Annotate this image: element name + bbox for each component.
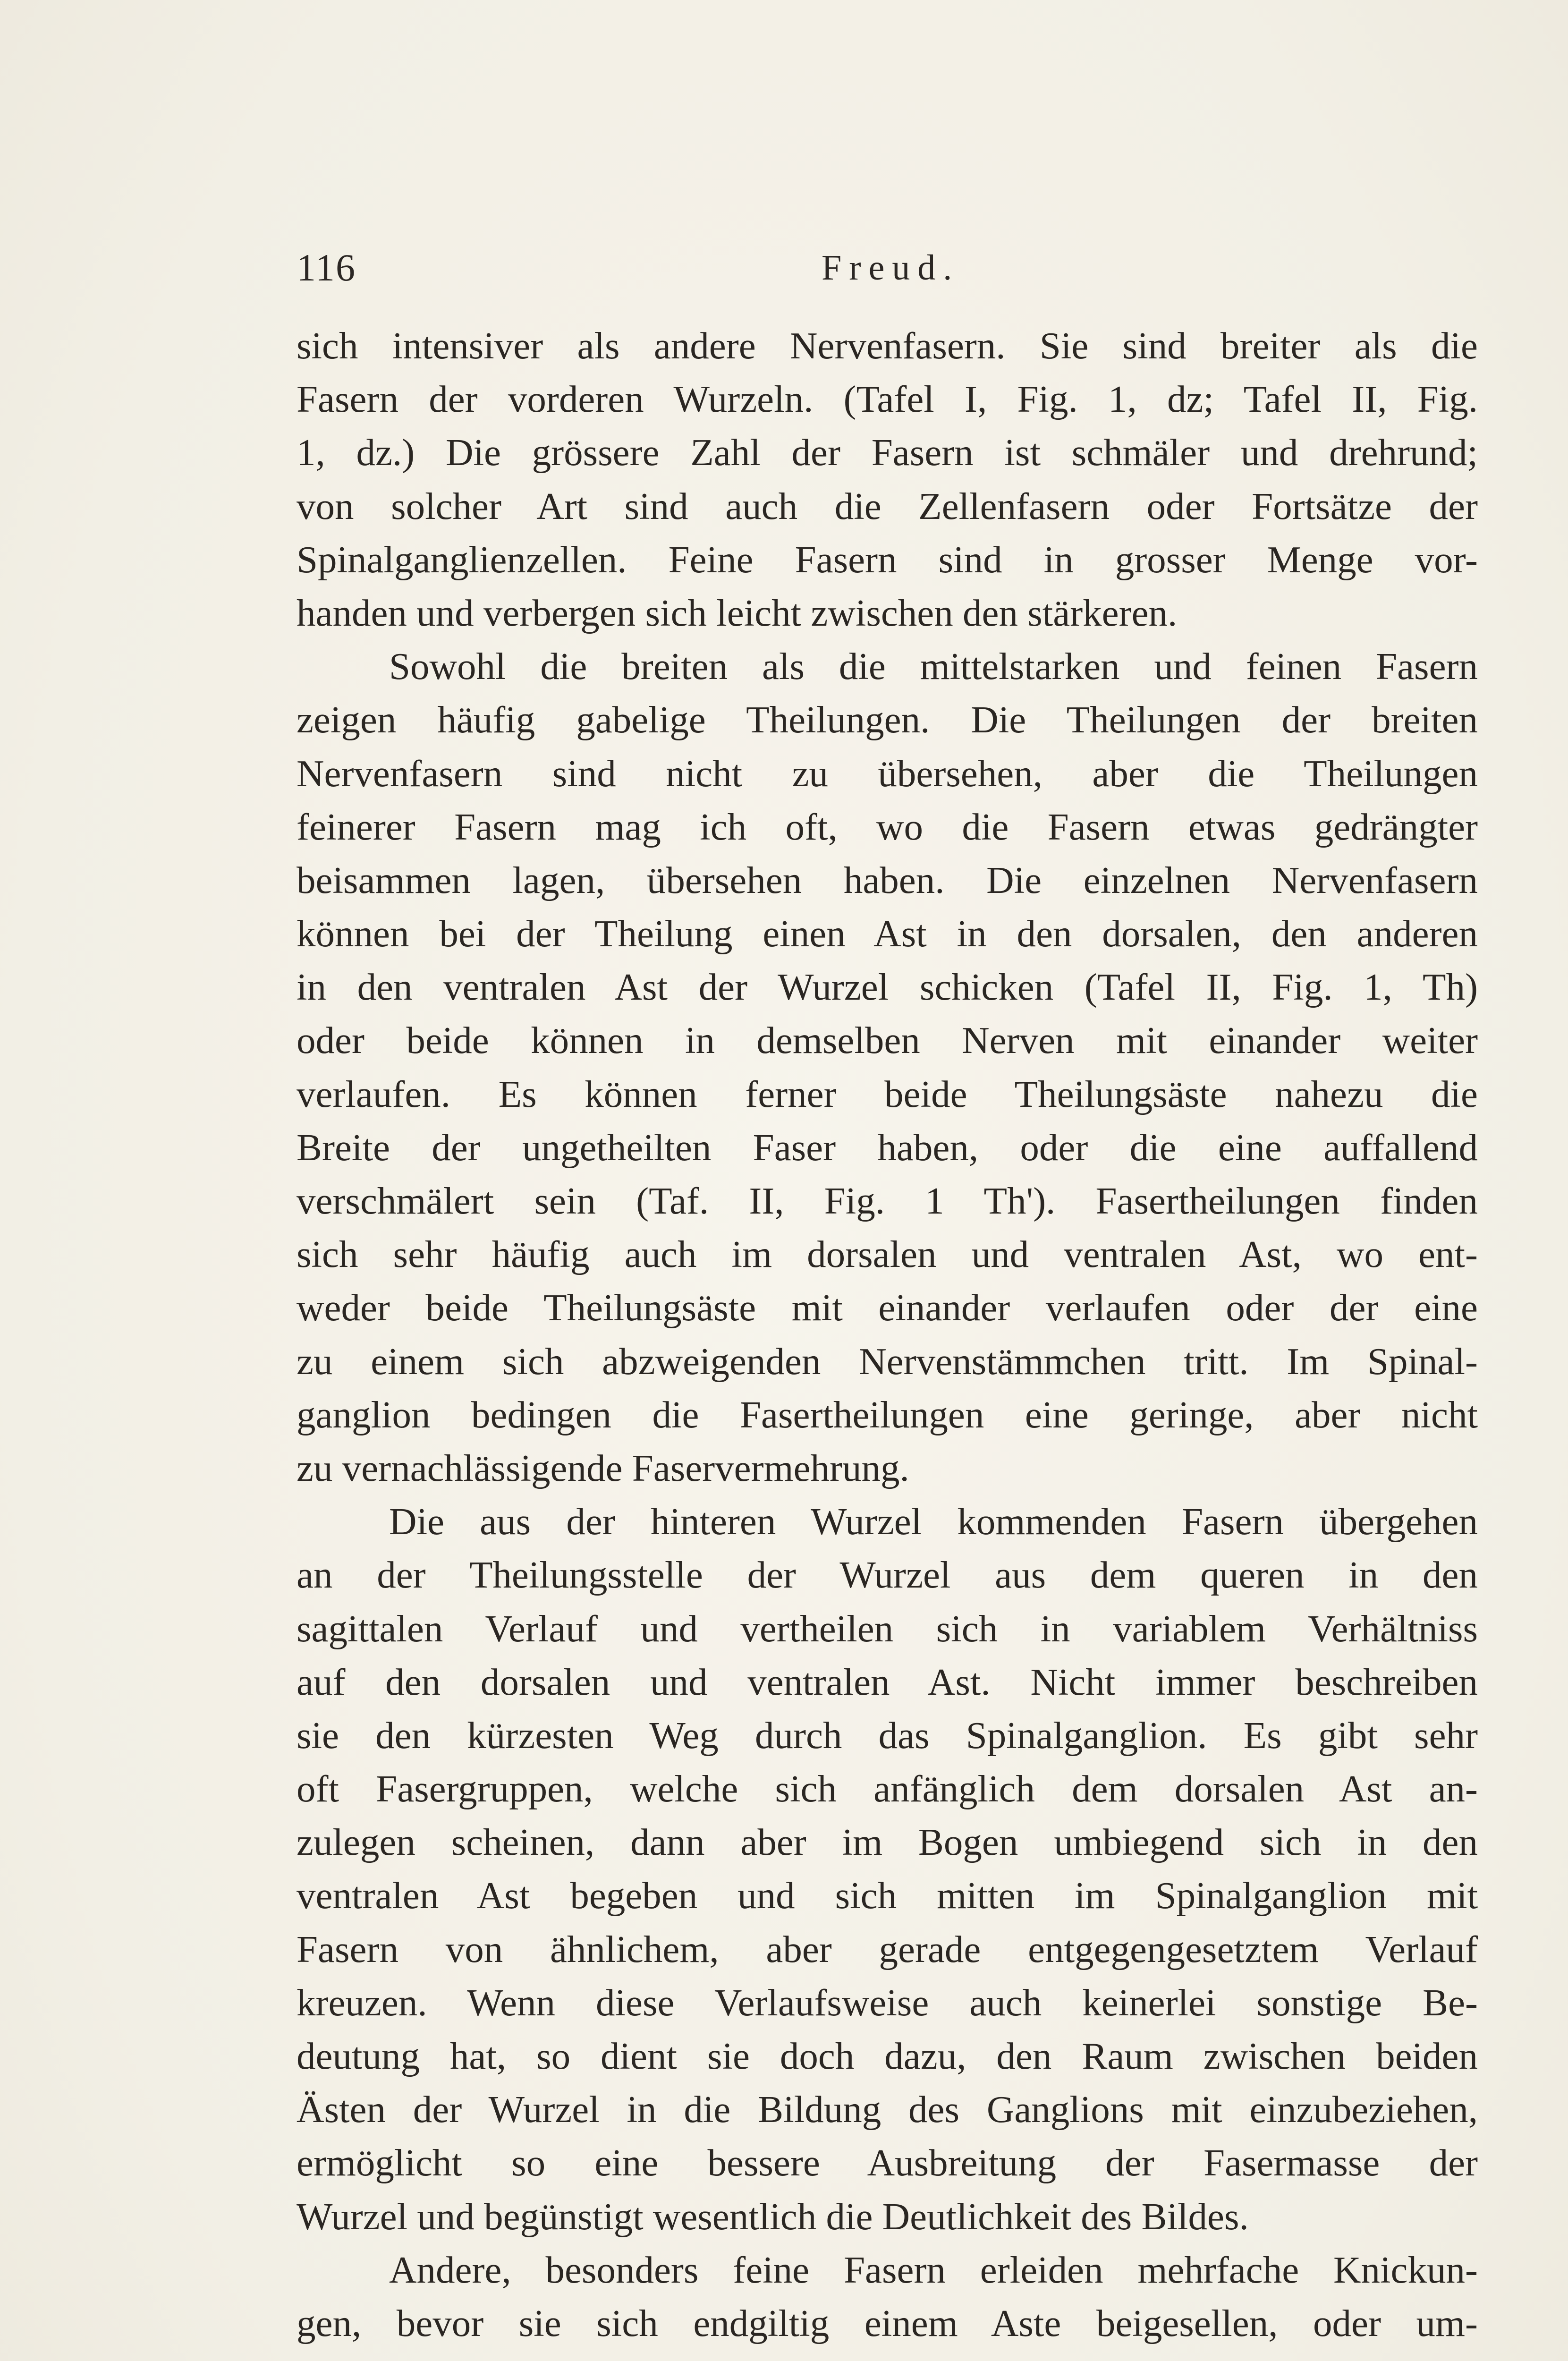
text-line: auf den dorsalen und ventralen Ast. Nicht immer beschreiben <box>297 1660 1478 1703</box>
text-line: sich intensiver als andere Nervenfasern. Sie sind breiter als die <box>297 324 1478 367</box>
text-line: von solcher Art sind auch die Zellenfasern oder Fortsätze der <box>297 484 1478 527</box>
text-line: zulegen scheinen, dann aber im Bogen umbiegend sich in den <box>297 1821 1478 1864</box>
text-line: feinerer Fasern mag ich oft, wo die Fasern etwas gedrängter <box>297 805 1478 848</box>
text-line: verschmälert sein (Taf. II, Fig. 1 Th'). Fasertheilungen finden <box>297 1180 1478 1222</box>
text-line: in den ventralen Ast der Wurzel schicken (Tafel II, Fig. 1, Th) <box>297 966 1478 1009</box>
text-line: verlaufen. Es können ferner beide Theilungsäste nahezu die <box>297 1072 1478 1115</box>
text-line: zu einem sich abzweigenden Nervenstämmchen tritt. Im Spinal- <box>297 1340 1478 1383</box>
text-line: ganglion bedingen die Fasertheilungen eine geringe, aber nicht <box>297 1393 1478 1436</box>
text-line: 1, dz.) Die grössere Zahl der Fasern ist schmäler und drehrund; <box>297 431 1478 474</box>
page-header <box>297 246 1477 297</box>
text-line: zu vernachlässigende Faservermehrung. <box>297 1446 909 1489</box>
text-line: deutung hat, so dient sie doch dazu, den Raum zwischen beiden <box>297 2035 1478 2077</box>
text-line: Fasern von ähnlichem, aber gerade entgegengesetztem Verlauf <box>297 1928 1478 1970</box>
page-number: 116 <box>297 246 356 289</box>
text-line: zeigen häufig gabelige Theilungen. Die Theilungen der breiten <box>297 698 1478 741</box>
text-line: Andere, besonders feine Fasern erleiden mehrfache Knickun- <box>389 2248 1478 2291</box>
text-line: können bei der Theilung einen Ast in den dorsalen, den anderen <box>297 912 1478 955</box>
text-line: Ästen der Wurzel in die Bildung des Ganglions mit einzubeziehen, <box>297 2088 1478 2131</box>
text-line: Die aus der hinteren Wurzel kommenden Fasern übergehen <box>389 1500 1478 1543</box>
body-text <box>297 319 1478 2350</box>
text-line: sie den kürzesten Weg durch das Spinalganglion. Es gibt sehr <box>297 1714 1478 1757</box>
text-line: weder beide Theilungsäste mit einander verlaufen oder der eine <box>297 1286 1478 1329</box>
text-line: gen, bevor sie sich endgiltig einem Aste beigesellen, oder um- <box>297 2302 1478 2344</box>
text-line: oder beide können in demselben Nerven mit einander weiter <box>297 1019 1478 1062</box>
text-line: Breite der ungetheilten Faser haben, oder die eine auffallend <box>297 1126 1478 1169</box>
text-line: oft Fasergruppen, welche sich anfänglich dem dorsalen Ast an- <box>297 1767 1478 1810</box>
text-line: Fasern der vorderen Wurzeln. (Tafel I, Fig. 1, dz; Tafel II, Fig. <box>297 378 1478 421</box>
text-line: sagittalen Verlauf und vertheilen sich in variablem Verhältniss <box>297 1607 1478 1650</box>
text-line: ventralen Ast begeben und sich mitten im Spinalganglion mit <box>297 1874 1478 1917</box>
text-line: Nervenfasern sind nicht zu übersehen, aber die Theilungen <box>297 752 1478 795</box>
running-head: Freud. <box>822 248 960 288</box>
text-line: sich sehr häufig auch im dorsalen und ventralen Ast, wo ent- <box>297 1233 1478 1276</box>
text-line: kreuzen. Wenn diese Verlaufsweise auch keinerlei sonstige Be- <box>297 1981 1478 2024</box>
text-line: beisammen lagen, übersehen haben. Die einzelnen Nervenfasern <box>297 858 1478 901</box>
text-line: handen und verbergen sich leicht zwischen den stärkeren. <box>297 591 1178 634</box>
text-line: Spinalganglienzellen. Feine Fasern sind in grosser Menge vor- <box>297 538 1478 581</box>
text-line: an der Theilungsstelle der Wurzel aus dem queren in den <box>297 1554 1478 1597</box>
text-line: Sowohl die breiten als die mittelstarken und feinen Fasern <box>389 645 1478 688</box>
text-line: Wurzel und begünstigt wesentlich die Deutlichkeit des Bildes. <box>297 2195 1249 2238</box>
text-line: ermöglicht so eine bessere Ausbreitung der Fasermasse der <box>297 2141 1478 2184</box>
